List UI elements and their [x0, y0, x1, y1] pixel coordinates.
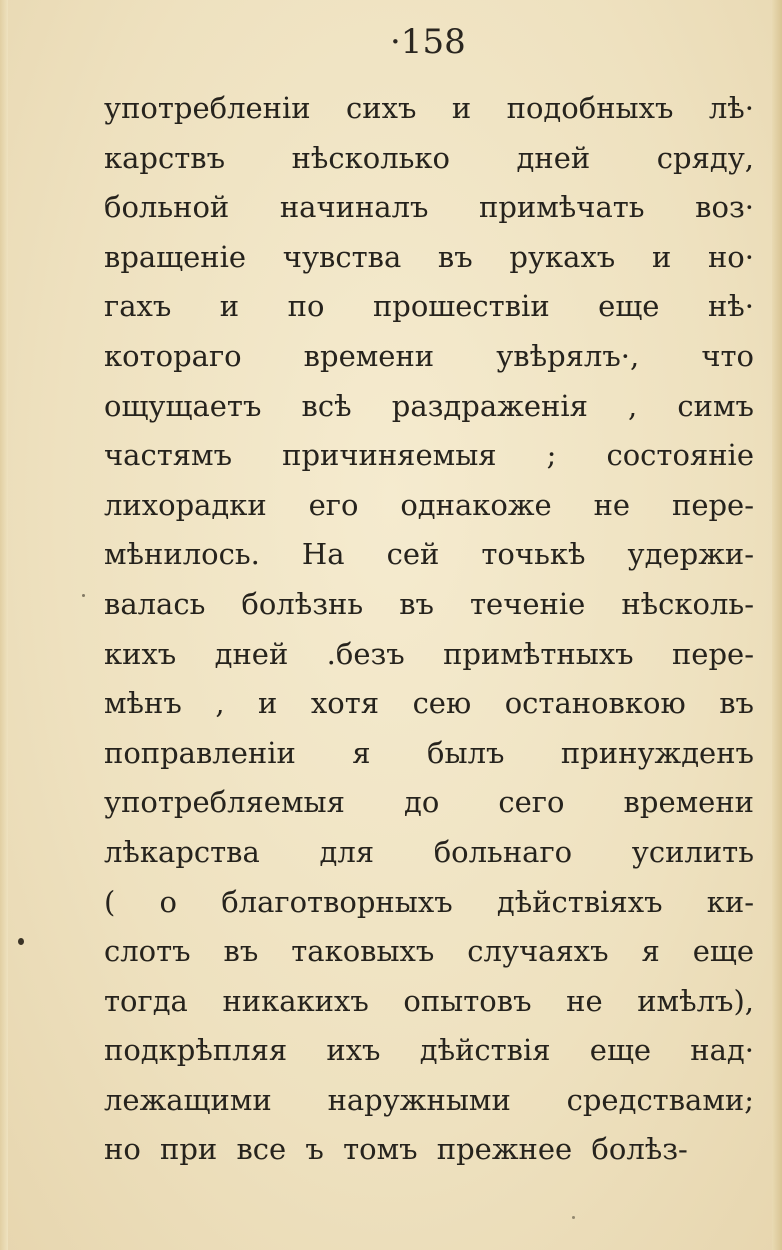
text-line: гахъ и по прошествіи еще нѣ·	[104, 289, 754, 324]
body-text	[104, 84, 754, 1175]
text-line: лѣкарства для больнаго усилить	[104, 834, 754, 869]
ink-speck	[572, 1216, 575, 1219]
text-line: употребляемыя до сего времени	[104, 785, 754, 820]
text-line: мѣнилось. На сей точькѣ удержи-	[104, 537, 754, 572]
text-line: подкрѣпляя ихъ дѣйствія еще над·	[104, 1033, 754, 1068]
text-line: карствъ нѣсколько дней сряду,	[104, 140, 754, 175]
text-line: лихорадки его однакоже не пере-	[104, 487, 754, 522]
text-line: лежащими наружными средствами;	[104, 1082, 754, 1117]
text-line: мѣнъ , и хотя сею остановкою въ	[104, 686, 754, 721]
text-line: ( о благотворныхъ дѣйствіяхъ ки-	[104, 884, 754, 919]
text-line: вращеніе чувства въ рукахъ и но·	[104, 239, 754, 274]
ink-speck	[82, 594, 85, 597]
text-line: поправленіи я былъ принужденъ	[104, 735, 754, 770]
text-line: слотъ въ таковыхъ случаяхъ я еще	[104, 934, 754, 969]
text-line: котораго времени увѣрялъ·, что	[104, 338, 754, 373]
page-number: ·158	[390, 22, 466, 62]
text-line: валась болѣзнь въ теченіе нѣсколь-	[104, 586, 754, 621]
text-line: кихъ дней .безъ примѣтныхъ пере-	[104, 636, 754, 671]
text-line: но при все ъ томъ прежнее болѣз-	[104, 1132, 688, 1167]
text-line: ощущаетъ всѣ раздраженія , симъ	[104, 388, 754, 423]
text-line: тогда никакихъ опытовъ не имѣлъ),	[104, 983, 754, 1018]
text-line: больной начиналъ примѣчать воз·	[104, 190, 754, 225]
page-right-edge-shadow	[772, 0, 782, 1250]
page-left-edge-shadow	[0, 0, 8, 1250]
ink-speck	[18, 938, 24, 945]
text-line: частямъ причиняемыя ; состояніе	[104, 438, 754, 473]
text-line: употребленіи сихъ и подобныхъ лѣ·	[104, 91, 754, 125]
